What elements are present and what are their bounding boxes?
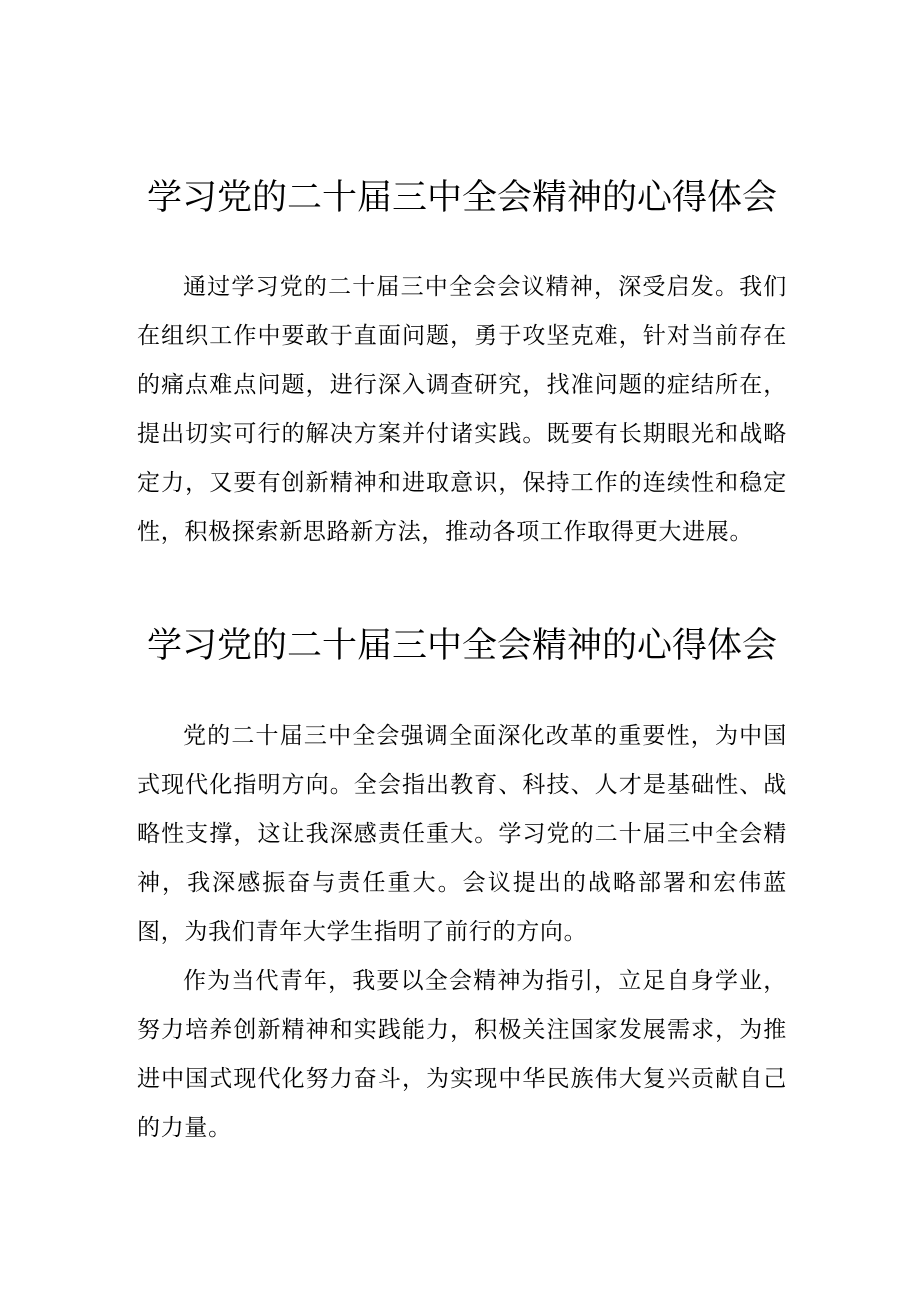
essay-section-1 — [137, 170, 787, 557]
section-1-paragraph-1: 通过学习党的二十届三中全会会议精神，深受启发。我们在组织工作中要敢于直面问题，勇于攻坚克难，针对当前存在的痛点难点问题，进行深入调查研究，找准问题的症结所在，提出切实可行的解决方案并付诸实践。既要有长期眼光和战略定力，又要有创新精神和进取意识，保持工作的连续性和稳定性，积极探索新思路新方法，推动各项工作取得更大进展。 — [137, 274, 787, 545]
section-2-title: 学习党的二十届三中全会精神的心得体会 — [146, 626, 777, 666]
essay-section-2 — [137, 618, 787, 1153]
section-2-paragraph-2: 作为当代青年，我要以全会精神为指引，立足自身学业，努力培养创新精神和实践能力，积极关注国家发展需求，为推进中国式现代化努力奋斗，为实现中华民族伟大复兴贡献自己的力量。 — [137, 968, 787, 1141]
section-2-paragraph-1: 党的二十届三中全会强调全面深化改革的重要性，为中国式现代化指明方向。全会指出教育、科技、人才是基础性、战略性支撑，这让我深感责任重大。学习党的二十届三中全会精神，我深感振奋与责任重大。会议提出的战略部署和宏伟蓝图，为我们青年大学生指明了前行的方向。 — [137, 723, 787, 945]
section-2-body — [137, 712, 787, 1153]
section-1-body — [137, 263, 787, 557]
section-1-title: 学习党的二十届三中全会精神的心得体会 — [146, 178, 777, 218]
